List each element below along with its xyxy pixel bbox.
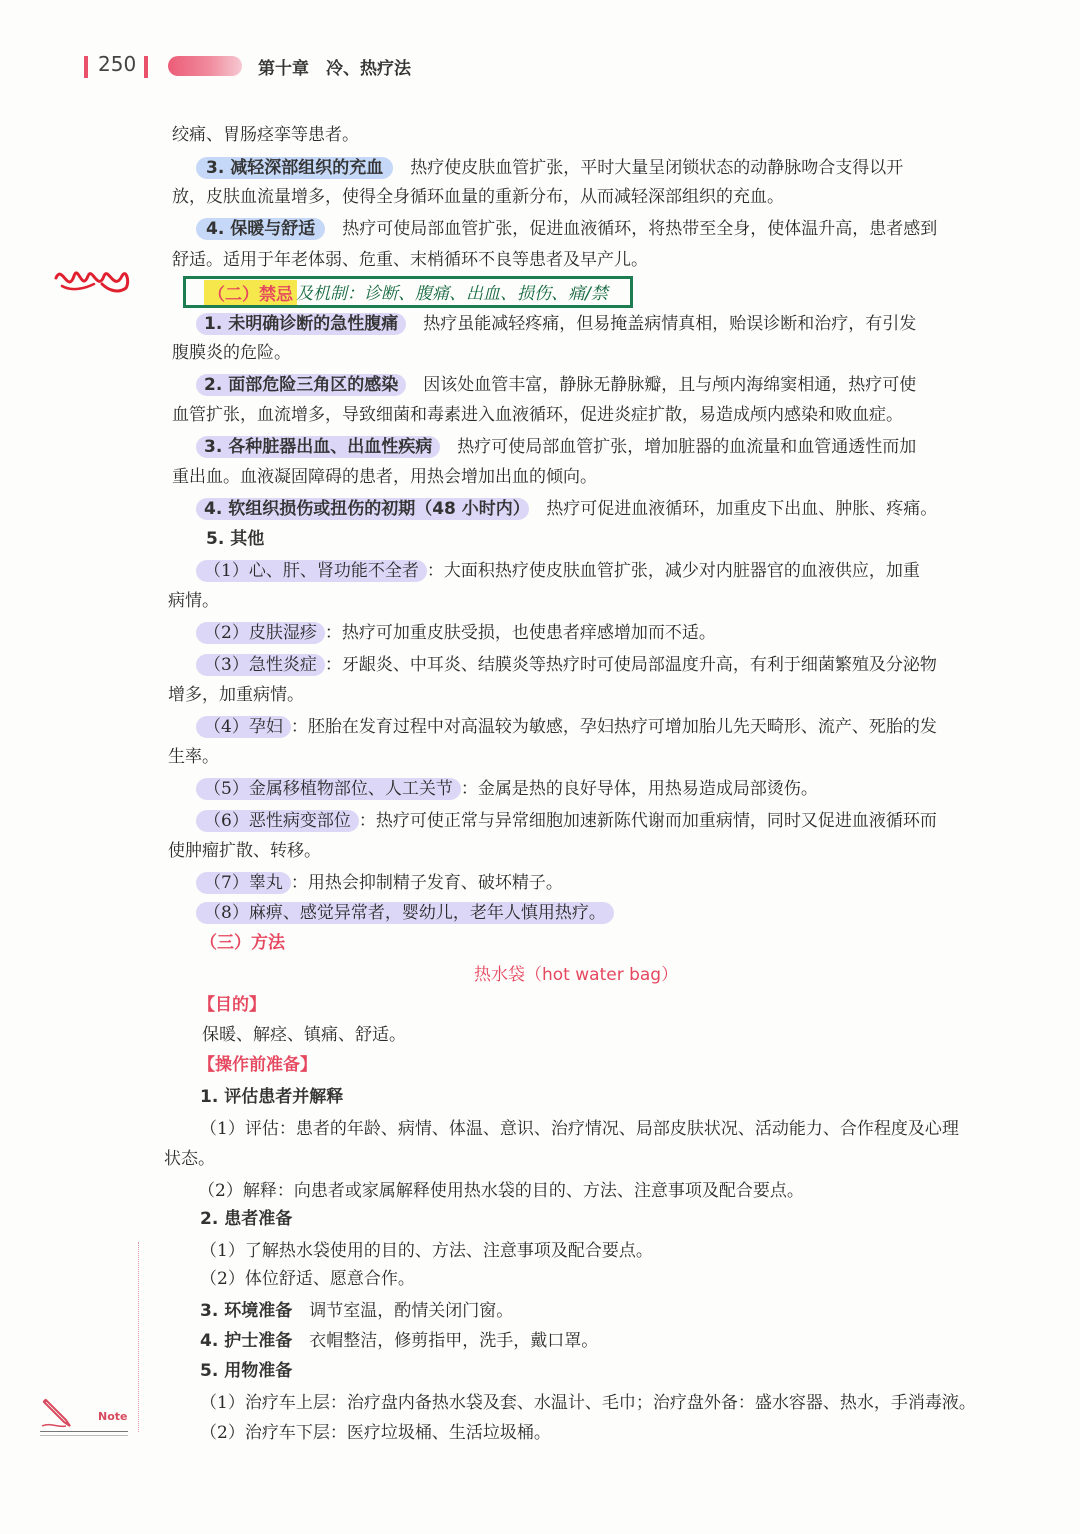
highlight-heading: 3. 减轻深部组织的充血	[196, 157, 393, 179]
text-line: （1）心、肝、肾功能不全者 ：大面积热疗使皮肤血管扩张，减少对内脏器官的血液供应，加重	[196, 558, 920, 584]
text-line: （6）恶性病变部位 ：热疗可使正常与异常细胞加速新陈代谢而加重病情，同时又促进血液循环而	[196, 808, 937, 834]
text-line: 保暖、解痉、镇痛、舒适。	[202, 1025, 406, 1045]
text-line: （4）孕妇 ：胚胎在发育过程中对高温较为敏感，孕妇热疗可增加胎儿先天畸形、流产、死胎的发	[196, 714, 937, 740]
text-line: （1）了解热水袋使用的目的、方法、注意事项及配合要点。	[200, 1241, 653, 1261]
note-marker	[40, 1396, 128, 1434]
highlight-heading: 1. 未明确诊断的急性腹痛	[196, 313, 406, 335]
section-heading-method: （三）方法	[200, 933, 285, 953]
text-line: 病情。	[168, 591, 219, 611]
page-number: 250	[98, 52, 137, 76]
highlight-heading: 4. 软组织损伤或扭伤的初期（48 小时内）	[196, 498, 529, 520]
text-line: （2）治疗车下层：医疗垃圾桶、生活垃圾桶。	[200, 1423, 551, 1443]
text-line: （1）治疗车上层：治疗盘内备热水袋及套、水温计、毛巾；治疗盘外备：盛水容器、热水，手消毒液。	[200, 1393, 976, 1413]
note-label: Note	[98, 1410, 128, 1423]
text-line: 3. 各种脏器出血、出血性疾病 热疗可使局部血管扩张，增加脏器的血流量和血管通透性而加	[196, 434, 916, 460]
hot-water-bag-title: 热水袋（hot water bag）	[474, 965, 679, 985]
text-line: 5. 用物准备	[200, 1361, 293, 1381]
highlight-heading: （7）睾丸	[196, 872, 291, 894]
text-line: 5. 其他	[206, 529, 265, 549]
text-line: 2. 面部危险三角区的感染 因该处血管丰富，静脉无静脉瓣，且与颅内海绵窦相通，热疗可使	[196, 372, 916, 398]
text-line: （2）体位舒适、愿意合作。	[200, 1269, 415, 1289]
highlight-heading: （8）麻痹、感觉异常者，婴幼儿，老年人慎用热疗。	[196, 902, 614, 924]
text-line: 状态。	[164, 1149, 215, 1169]
text-line: 腹膜炎的危险。	[172, 343, 291, 363]
margin-dotted-line	[138, 1242, 139, 1432]
handwritten-note: 及机制：诊断、腹痛、出血、损伤、痛/禁	[296, 284, 608, 304]
purpose-heading: 【目的】	[198, 995, 266, 1015]
highlight-heading: 2. 面部危险三角区的感染	[196, 374, 406, 396]
text-line: 2. 患者准备	[200, 1209, 293, 1229]
text-line: （1）评估：患者的年龄、病情、体温、意识、治疗情况、局部皮肤状况、活动能力、合作程度及心理	[200, 1119, 959, 1139]
text-line: （3）急性炎症 ：牙龈炎、中耳炎、结膜炎等热疗时可使局部温度升高，有利于细菌繁殖及分泌物	[196, 652, 937, 678]
red-scribble-mark	[52, 258, 134, 298]
text-line: 3. 减轻深部组织的充血 热疗使皮肤血管扩张，平时大量呈闭锁状态的动静脉吻合支得以开	[196, 155, 903, 181]
text-line: 1. 评估患者并解释	[200, 1087, 344, 1107]
section-heading-contraindications: （二）禁忌	[204, 280, 297, 305]
highlight-heading: （1）心、肝、肾功能不全者	[196, 560, 427, 582]
highlight-heading: （4）孕妇	[196, 716, 291, 738]
text-line: 舒适。适用于年老体弱、危重、末梢循环不良等患者及早产儿。	[172, 250, 648, 270]
text-line: 1. 未明确诊断的急性腹痛 热疗虽能减轻疼痛，但易掩盖病情真相，贻误诊断和治疗，有引发	[196, 311, 916, 337]
text-line: 4. 护士准备 衣帽整洁，修剪指甲，洗手，戴口罩。	[200, 1331, 599, 1351]
text-line	[196, 900, 614, 926]
text-line: 血管扩张，血流增多，导致细菌和毒素进入血液循环，促进炎症扩散，易造成颅内感染和败血症。	[172, 405, 903, 425]
text-line: 使肿瘤扩散、转移。	[168, 841, 321, 861]
text-line: （5）金属移植物部位、人工关节 ：金属是热的良好导体，用热易造成局部烫伤。	[196, 776, 818, 802]
header-bar-right	[144, 56, 148, 78]
highlight-heading: （5）金属移植物部位、人工关节	[196, 778, 461, 800]
text-line: （2）皮肤湿疹 ：热疗可加重皮肤受损，也使患者痒感增加而不适。	[196, 620, 716, 646]
highlight-heading: （6）恶性病变部位	[196, 810, 359, 832]
note-underline	[40, 1435, 128, 1436]
text-line: 重出血。血液凝固障碍的患者，用热会增加出血的倾向。	[172, 467, 597, 487]
highlight-heading: 3. 各种脏器出血、出血性疾病	[196, 436, 440, 458]
header-bar-left	[84, 56, 88, 78]
highlight-heading: （3）急性炎症	[196, 654, 325, 676]
text-line: （7）睾丸 ：用热会抑制精子发育、破坏精子。	[196, 870, 563, 896]
header-pill	[168, 56, 242, 76]
pencil-icon	[40, 1396, 80, 1430]
text-line: 生率。	[168, 747, 219, 767]
text-line: 放，皮肤血流量增多，使得全身循环血量的重新分布，从而减轻深部组织的充血。	[172, 187, 784, 207]
preparation-heading: 【操作前准备】	[198, 1055, 317, 1075]
text-line: 4. 保暖与舒适 热疗可使局部血管扩张，促进血液循环，将热带至全身，使体温升高，患者感到	[196, 216, 937, 242]
text-line: 增多，加重病情。	[168, 685, 304, 705]
text-line: 3. 环境准备 调节室温，酌情关闭门窗。	[200, 1301, 514, 1321]
highlight-heading: 4. 保暖与舒适	[196, 218, 325, 240]
text-line: （2）解释：向患者或家属解释使用热水袋的目的、方法、注意事项及配合要点。	[198, 1181, 804, 1201]
note-underline	[40, 1431, 128, 1432]
text-line: 4. 软组织损伤或扭伤的初期（48 小时内） 热疗可促进血液循环，加重皮下出血、肿胀、疼痛。	[196, 496, 937, 522]
text-line: 绞痛、胃肠痉挛等患者。	[172, 125, 359, 145]
highlight-heading: （2）皮肤湿疹	[196, 622, 325, 644]
chapter-title: 第十章 冷、热疗法	[258, 59, 411, 79]
